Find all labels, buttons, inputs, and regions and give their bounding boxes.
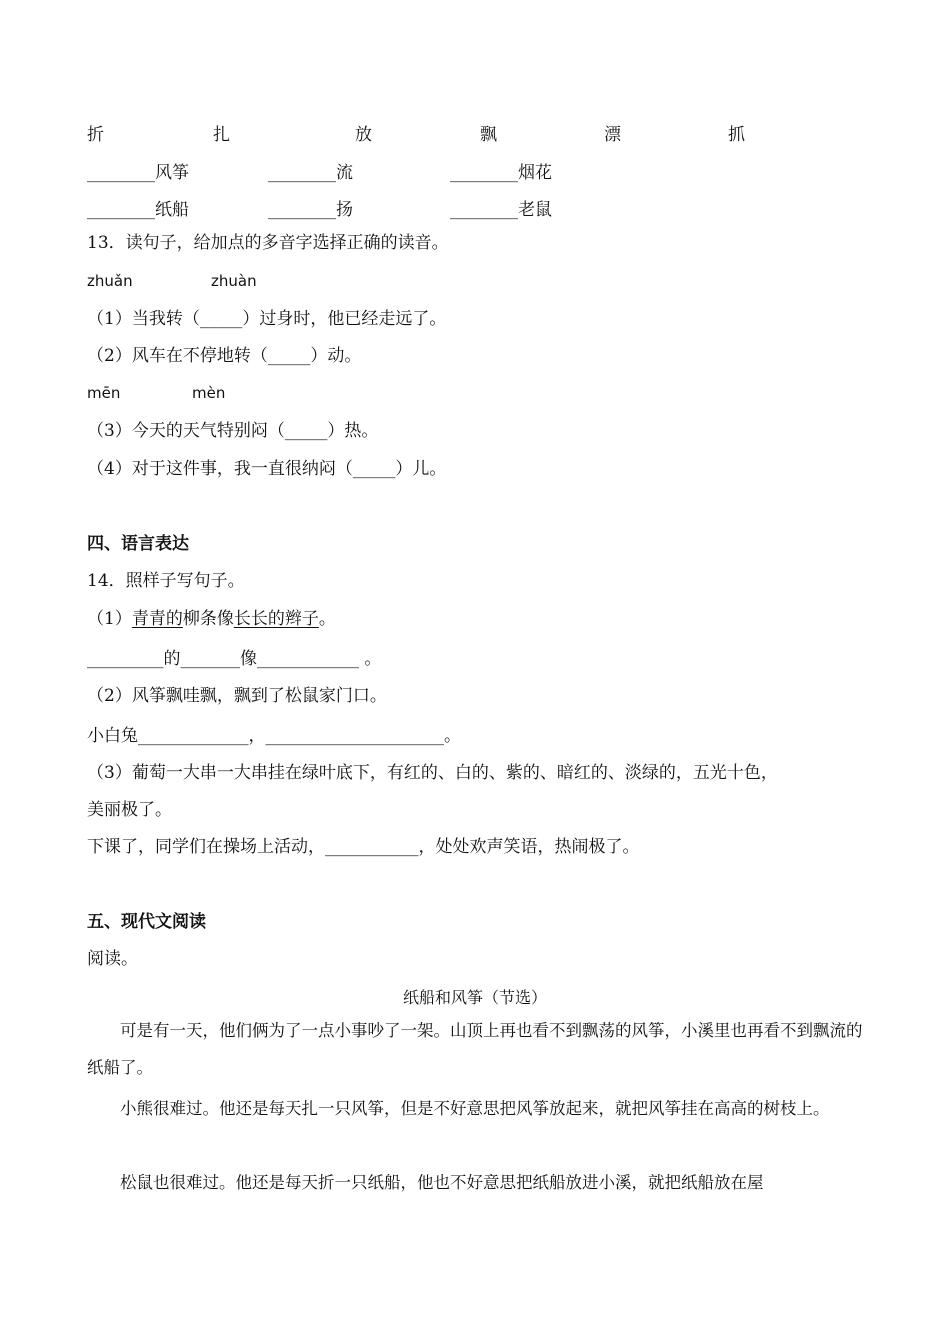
fill-sentence-1[interactable]: _________的_______像____________ 。 [87, 649, 382, 669]
question-14-title: 14．照样子写句子。 [87, 571, 245, 591]
example-2: （2）风筝飘哇飘，飘到了松鼠家门口。 [87, 686, 387, 706]
char-item: 折 [87, 125, 104, 145]
char-item: 放 [355, 125, 372, 145]
example-1-mid: 柳条像 [182, 609, 234, 629]
pinyin-option: zhuàn [211, 272, 257, 290]
fill-blank[interactable]: ________烟花 [450, 163, 552, 183]
fill-sentence-2[interactable]: 小白兔_____________，_____________________。 [87, 726, 461, 746]
example-1-end: 。 [318, 609, 336, 629]
section-4-title: 四、语言表达 [87, 534, 189, 554]
fill-sentence-3[interactable]: 下课了，同学们在操场上活动，___________，处处欢声笑语，热闹极了。 [87, 837, 640, 857]
underlined-phrase: 青青的 [131, 609, 183, 629]
char-item: 漂 [604, 125, 621, 145]
story-paragraph-2: 小熊很难过。他还是每天扎一只风筝，但是不好意思把风筝放起来，就把风筝挂在高高的树枝上。 [120, 1099, 830, 1118]
example-1-prefix: （1） [87, 609, 132, 629]
fill-blank[interactable]: ________流 [268, 163, 353, 183]
fill-blank[interactable]: ________老鼠 [450, 200, 552, 220]
example-3-line-1: （3）葡萄一大串一大串挂在绿叶底下，有红的、白的、紫的、暗红的、淡绿的，五光十色， [87, 763, 778, 783]
fill-blank[interactable]: ________扬 [268, 200, 353, 220]
fill-blank[interactable]: ________纸船 [87, 200, 189, 220]
reading-intro: 阅读。 [87, 949, 138, 969]
pinyin-option: zhuǎn [87, 272, 133, 290]
story-paragraph-1: 可是有一天，他们俩为了一点小事吵了一架。山顶上再也看不到飘荡的风筝，小溪里也再看不到飘流的纸船了。 [87, 1021, 863, 1077]
sentence-1: （1）当我转（_____）过身时，他已经走远了。 [87, 309, 447, 329]
sentence-2: （2）风车在不停地转（_____）动。 [87, 346, 362, 366]
sentence-4: （4）对于这件事，我一直很纳闷（_____）儿。 [87, 459, 447, 479]
char-item: 扎 [213, 125, 230, 145]
story-title: 纸船和风筝（节选） [402, 988, 547, 1007]
section-5-title: 五、现代文阅读 [87, 912, 206, 932]
sentence-3: （3）今天的天气特别闷（_____）热。 [87, 421, 379, 441]
example-3-line-2: 美丽极了。 [87, 800, 172, 820]
char-item: 飘 [480, 125, 497, 145]
pinyin-option: mèn [192, 384, 226, 402]
pinyin-option: mēn [87, 384, 121, 402]
example-1 [87, 606, 336, 632]
underlined-phrase: 长长的辫子 [233, 609, 319, 629]
char-item: 抓 [728, 125, 745, 145]
question-13-title: 13．读句子，给加点的多音字选择正确的读音。 [87, 233, 449, 253]
fill-blank[interactable]: ________风筝 [87, 163, 189, 183]
story-paragraph-3: 松鼠也很难过。他还是每天折一只纸船，他也不好意思把纸船放进小溪，就把纸船放在屋 [120, 1173, 764, 1192]
